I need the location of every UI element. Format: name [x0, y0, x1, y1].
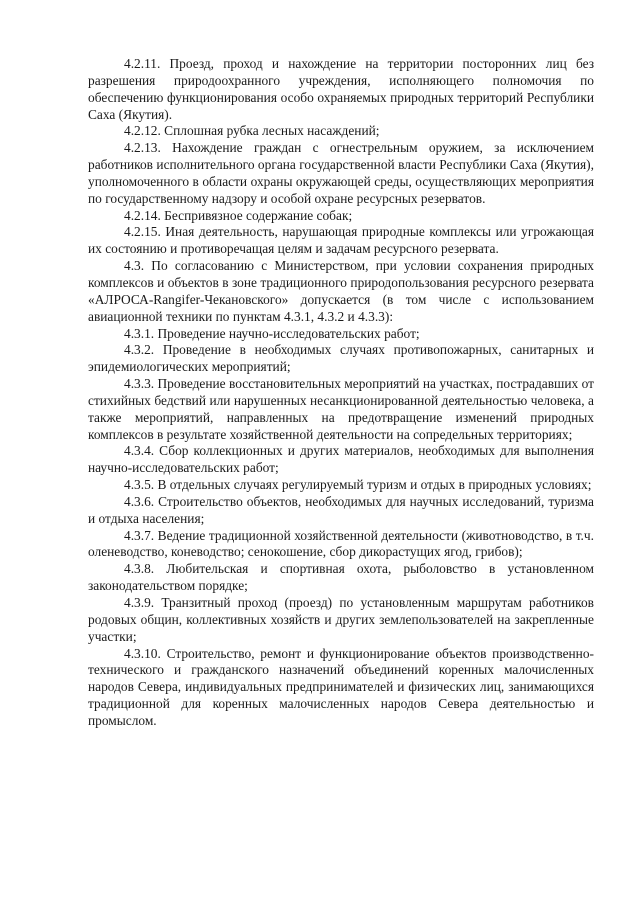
paragraph-4-3-8: 4.3.8. Любительская и спортивная охота, рыболовство в установленном законодательством порядке;	[88, 561, 594, 594]
paragraph-4-3-7: 4.3.7. Ведение традиционной хозяйственной деятельности (животноводство, в т.ч. оленеводство, коневодство; сенокошение, сбор дикорастущих ягод, грибов);	[88, 527, 594, 560]
document-body	[88, 56, 594, 730]
paragraph-4-2-11: 4.2.11. Проезд, проход и нахождение на территории посторонних лиц без разрешения природоохранного учреждения, исполняющего полномочия по обеспечению функционирования особо охраняемых природных территорий Республики Саха (Якутия).	[88, 56, 594, 122]
paragraph-4-3-3: 4.3.3. Проведение восстановительных мероприятий на участках, пострадавших от стихийных бедствий или нарушенных несанкционированной деятельностью человека, а также мероприятий, направленных на предотвращение изменений природных комплексов в результате хозяйственной деятельности на сопредельных территориях;	[88, 376, 594, 442]
paragraph-4-3: 4.3. По согласованию с Министерством, при условии сохранения природных комплексов и объектов в зоне традиционного природопользования ресурсного резервата «АЛРОСА-Rangifer-Чекановского» допускается (в том числе с использованием авиационной техники по пунктам 4.3.1, 4.3.2 и 4.3.3):	[88, 258, 594, 324]
paragraph-4-3-2: 4.3.2. Проведение в необходимых случаях противопожарных, санитарных и эпидемиологических мероприятий;	[88, 342, 594, 375]
paragraph-4-3-4: 4.3.4. Сбор коллекционных и других материалов, необходимых для выполнения научно-исследовательских работ;	[88, 443, 594, 476]
paragraph-4-3-5: 4.3.5. В отдельных случаях регулируемый туризм и отдых в природных условиях;	[124, 477, 592, 493]
paragraph-4-2-15: 4.2.15. Иная деятельность, нарушающая природные комплексы или угрожающая их состоянию и противоречащая целям и задачам ресурсного резервата.	[88, 224, 594, 257]
paragraph-4-2-14: 4.2.14. Беспривязное содержание собак;	[124, 207, 353, 223]
paragraph-4-2-12: 4.2.12. Сплошная рубка лесных насаждений;	[124, 123, 380, 139]
paragraph-4-3-6: 4.3.6. Строительство объектов, необходимых для научных исследований, туризма и отдыха населения;	[88, 493, 594, 526]
paragraph-4-3-1: 4.3.1. Проведение научно-исследовательских работ;	[124, 325, 420, 341]
paragraph-4-3-10: 4.3.10. Строительство, ремонт и функционирование объектов производственно-технического и гражданского назначений объединений коренных малочисленных народов Севера, индивидуальных предпринимателей и физических лиц, занимающихся традиционной для коренных малочисленных народов Севера деятельностью и промыслом.	[88, 645, 594, 728]
paragraph-4-2-13: 4.2.13. Нахождение граждан с огнестрельным оружием, за исключением работников исполнительного органа государственной власти Республики Саха (Якутия), уполномоченного в области охраны окружающей среды, осуществляющих мероприятия по государственному надзору и особой охране ресурсных резерватов.	[88, 140, 594, 206]
paragraph-4-3-9: 4.3.9. Транзитный проход (проезд) по установленным маршрутам работников родовых общин, коллективных хозяйств и других землепользователей на закрепленные участки;	[88, 595, 594, 644]
